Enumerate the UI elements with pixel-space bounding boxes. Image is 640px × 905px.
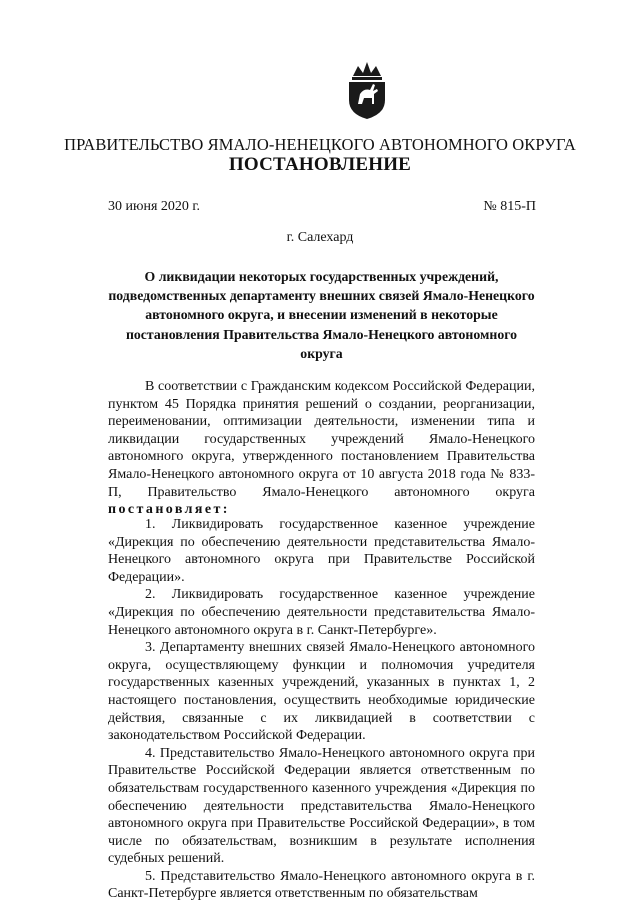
preamble-text: В соответствии с Гражданским кодексом Российской Федерации, пунктом 45 Порядка принятия решений о создании, реорганизации, переименовании, оптимизации деятельности, изменении типа и ликвидации государственных учреждений Ямало-Ненецкого автономного округа, утвержденного постановлением Правительства Ямало-Ненецкого автономного округа от 10 августа 2018 года № 833-П, Правительство Ямало-Ненецкого автономного округа bbox=[108, 379, 535, 500]
document-title: О ликвидации некоторых государственных учреждений, подведомственных департаменту внешних связей Ямало-Ненецкого автономного округа, и внесении изменений в некоторые постановления Правительства Ямало-Ненецкого автономного округа bbox=[108, 269, 535, 361]
item-5: 5. Представительство Ямало-Ненецкого автономного округа в г. Санкт-Петербурге является ответственным по обязательствам bbox=[108, 868, 535, 902]
document-type: ПОСТАНОВЛЕНИЕ bbox=[228, 154, 412, 175]
resolution-items bbox=[108, 516, 535, 903]
document-date: 30 июня 2020 г. bbox=[108, 199, 201, 214]
preamble bbox=[108, 378, 535, 519]
decree-word: постановляет: bbox=[108, 502, 230, 518]
coat-of-arms-emblem bbox=[344, 56, 390, 120]
document-city: г. Салехард bbox=[286, 230, 354, 245]
document-number: № 815-П bbox=[483, 199, 536, 214]
item-2: 2. Ликвидировать государственное казенное учреждение «Дирекция по обеспечению деятельности представительства Ямало-Ненецкого автономного округа в г. Санкт-Петербурге». bbox=[108, 587, 535, 638]
preamble-paragraph bbox=[108, 378, 535, 519]
item-3: 3. Департаменту внешних связей Ямало-Ненецкого автономного округа, осуществляющему функции и полномочия учредителя государственных казенных учреждений, указанных в пунктах 1, 2 настоящего постановления, осуществить необходимые юридические действия, связанные с их ликвидацией в соответствии с законодательством Российской Федерации. bbox=[108, 640, 535, 744]
item-4: 4. Представительство Ямало-Ненецкого автономного округа при Правительстве Российской Федерации является ответственным по обязательствам государственного казенного учреждения «Дирекция по обеспечению деятельности представительства Ямало-Ненецкого автономного округа при Правительстве Российской Федерации», в том числе по обязательствам, возникшим в результате исполнения судебных решений. bbox=[108, 745, 535, 867]
government-name: ПРАВИТЕЛЬСТВО ЯМАЛО-НЕНЕЦКОГО АВТОНОМНОГО ОКРУГА bbox=[64, 135, 576, 154]
item-1: 1. Ликвидировать государственное казенное учреждение «Дирекция по обеспечению деятельности представительства Ямало-Ненецкого автономного округа при Правительстве Российской Федерации». bbox=[108, 517, 535, 585]
